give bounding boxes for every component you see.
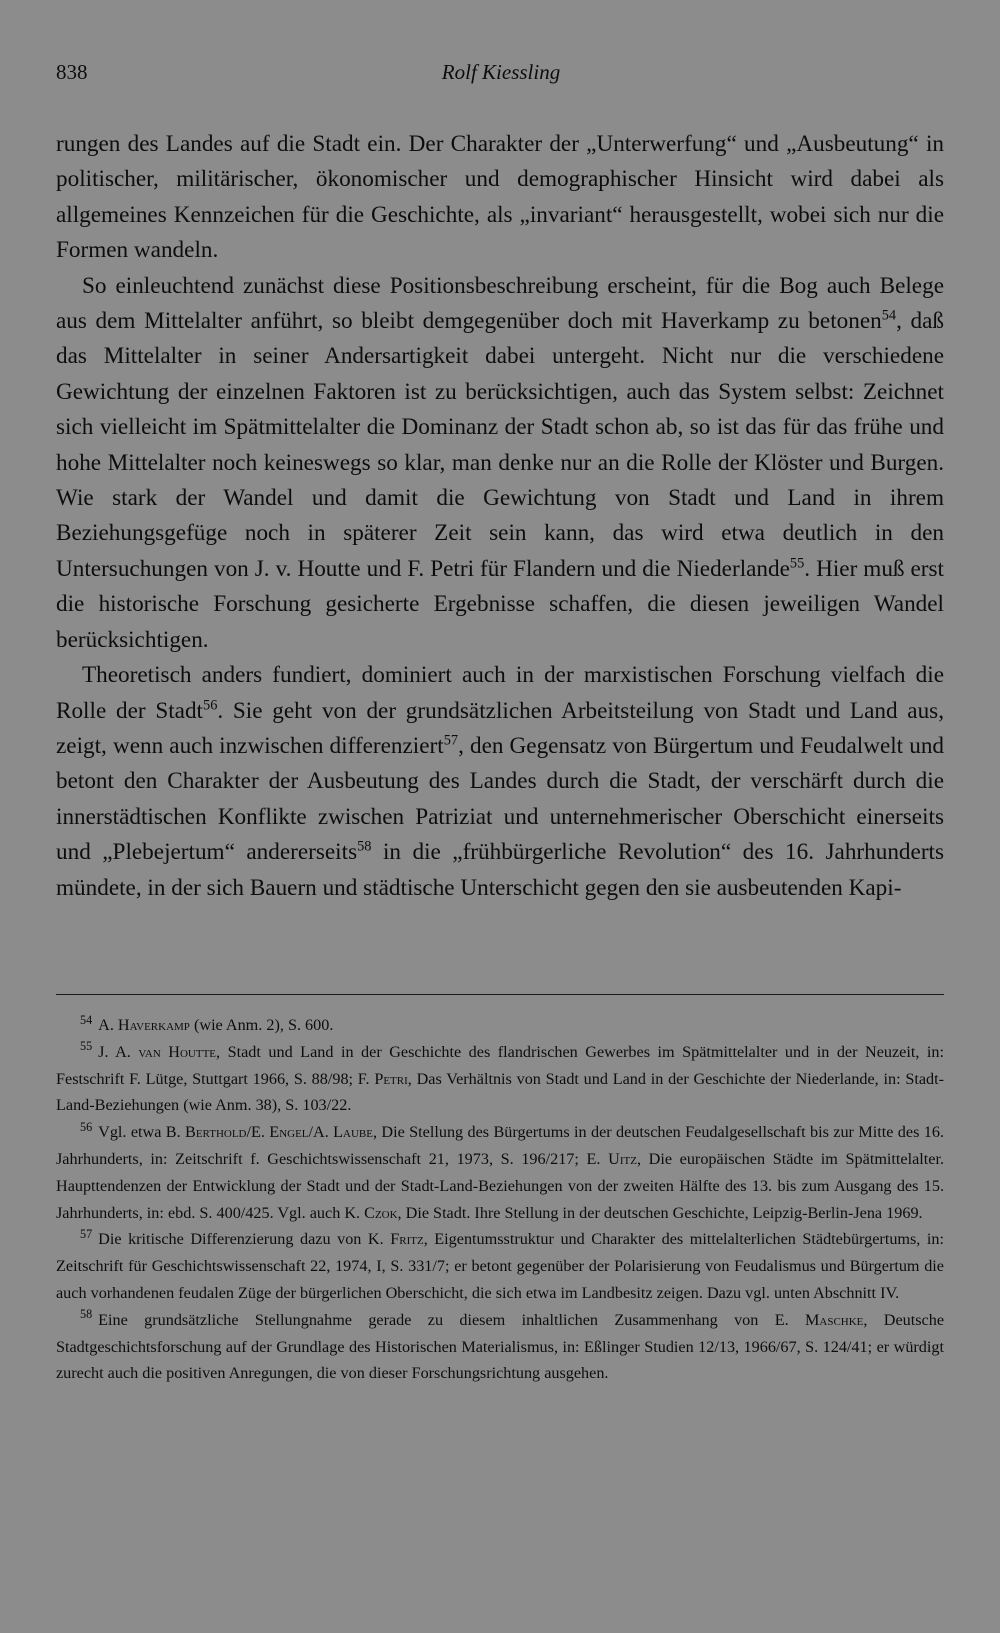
footnote-text: , Stadt und Land in der Geschichte des flandrischen Gewerbes im Spätmittelalter und in der Neuzeit, in: Festschrift F. Lütge, Stuttgart 1966, S. 88/98; F. [56,1042,944,1088]
footnote-55 [56,1039,944,1119]
paragraph-2 [56,269,944,658]
footnote-author: Maschke [804,1310,864,1329]
paragraph-1: rungen des Landes auf die Stadt ein. Der Charakter der „Unterwerfung“ und „Ausbeutung“ in politischer, militärischer, ökonomischer und demographischer Hinsicht wird dabei als allgemeines Kennzeichen für die Geschichte, als „invariant“ herausgestellt, wobei sich nur die Formen wandeln. [56,131,944,264]
footnote-author-2: Uitz [608,1149,637,1168]
paragraph-3-text-d: in die „frühbürgerliche Revolution“ des 16. Jahrhunderts mündete, in der sich Bauern und städtische Unterschicht gegen den sie ausbeutenden Kapi- [56,839,945,901]
footnote-text: (wie Anm. 2), S. 600. [189,1016,334,1034]
footnote-number: 58 [80,1307,93,1322]
footnote-pre: Vgl. etwa B. [98,1123,186,1142]
paragraph-2-text-b: , daß das Mittelalter in seiner Andersartigkeit dabei untergeht. Nicht nur die verschiedene Gewichtung der einzelnen Faktoren ist zu berücksichtigen, auch das System selbst: Zeichnet sich vielleicht im Spätmittelalter die Dominanz der Stadt schon ab, so ist das für das frühe und hohe Mittelalter noch keineswegs so klar, man denke nur an die Rolle der Klöster und Burgen. Wie stark der Wandel und damit die Gewichtung von Stadt und Land in ihrem Beziehungsgefüge noch in späterer Zeit sein kann, das wird etwa deutlich in den Untersuchungen von J. v. Houtte und F. Petri für Flandern und die Niederlande [56,308,944,582]
footnote-57 [56,1226,944,1306]
footnote-54 [56,1012,944,1039]
footnote-pre: Die kritische Differenzierung dazu von K. [98,1230,391,1249]
paragraph-3-text-b: . Sie geht von der grundsätzlichen Arbeitsteilung von Stadt und Land aus, zeigt, wenn auch inzwischen differenziert [56,697,945,759]
footnote-author: Berthold/E. Engel/A. Laube [185,1123,373,1142]
footnote-58 [56,1307,944,1387]
footnote-text: , Deutsche Stadtgeschichtsforschung auf der Grundlage des Historischen Materialismus, in: Eßlinger Studien 12/13, 1966/67, S. 124/41; er würdigt zurecht auch die positiven Anregungen, die von dieser Forschungsrichtung ausgehen. [56,1310,945,1383]
footnote-divider [56,994,944,995]
footnote-text: , Eigentumsstruktur und Charakter des mittelalterlichen Städtebürgertums, in: Zeitschrift für Geschichtswissenschaft 22, 1974, I, S. 331/7; er betont gegenüber der Polarisierung von Feudalismus und Bürgertum die auch vorhandenen feudalen Züge der bürgerlichen Oberschicht, die sich etwa im Landbesitz zeigen. Dazu vgl. unten Abschnitt IV. [56,1230,944,1302]
footnote-author: J. A. van Houtte [98,1042,217,1061]
footnote-author-3: Czok [364,1203,398,1222]
paragraph-3-text-c: , den Gegensatz von Bürgertum und Feudalwelt und betont den Charakter der Ausbeutung des Landes durch die Stadt, der verschärft durch die innerstädtischen Konflikte zwischen Patriziat und unternehmerischer Oberschicht einerseits und „Plebejertum“ andererseits [56,732,945,866]
footnote-author: A. Haverkamp [98,1016,190,1034]
footnote-56 [56,1119,944,1226]
footnote-number: 56 [80,1119,93,1134]
footnote-text-2: , Die europäischen Städte im Spätmittelalter. Haupttendenzen der Entwicklung der Stadt und der Stadt-Land-Beziehungen von der zweiten Hälfte des 13. bis zum Ausgang des 15. Jahrhunderts, in: ebd. S. 400/425. Vgl. auch K. [56,1149,944,1222]
main-text [56,127,944,906]
footnote-text-3: , Die Stadt. Ihre Stellung in der deutschen Geschichte, Leipzig-Berlin-Jena 1969. [397,1203,923,1222]
paragraph-2-text-c: . Hier muß erst die historische Forschung gesicherte Ergebnisse schaffen, die diesen jeweiligen Wandel berücksichtigen. [56,555,944,653]
footnote-ref-57[interactable]: 57 [443,732,459,749]
footnote-author: Fritz [390,1230,424,1249]
footnote-text: , Die Stellung des Bürgertums in der deutschen Feudalgesellschaft bis zur Mitte des 16. Jahrhunderts, in: Zeitschrift f. Geschichtswissenschaft 21, 1973, S. 196/217; E. [56,1123,944,1168]
page-header [56,60,946,92]
footnote-text-2: , Das Verhältnis von Stadt und Land in der Geschichte der Niederlande, in: Stadt-Land-Beziehungen (wie Anm. 38), S. 103/22. [56,1069,945,1115]
running-head: Rolf Kiessling [441,60,561,84]
paragraph-3-text-a: Theoretisch anders fundiert, dominiert auch in der marxistischen Forschung vielfach die Rolle der Stadt [56,662,944,724]
footnote-number: 57 [80,1226,93,1241]
footnote-ref-54[interactable]: 54 [881,307,897,324]
paragraph-2-text-a: So einleuchtend zunächst diese Positionsbeschreibung erscheint, für die Bog auch Belege aus dem Mittelalter anführt, so bleibt demgegenüber doch mit Haverkamp zu betonen [56,272,944,335]
footnote-number: 55 [80,1039,93,1054]
footnote-ref-56[interactable]: 56 [203,696,218,713]
page-number: 838 [56,60,88,84]
footnote-number: 54 [80,1012,93,1027]
paragraph-3 [56,658,944,906]
footnote-ref-58[interactable]: 58 [357,838,372,855]
footnote-pre: Eine grundsätzliche Stellungnahme gerade zu diesem inhaltlichen Zusammenhang von E. [98,1310,805,1329]
footnote-ref-55[interactable]: 55 [789,555,805,572]
footnote-author-2: Petri [374,1069,408,1088]
footnotes [56,1012,944,1387]
